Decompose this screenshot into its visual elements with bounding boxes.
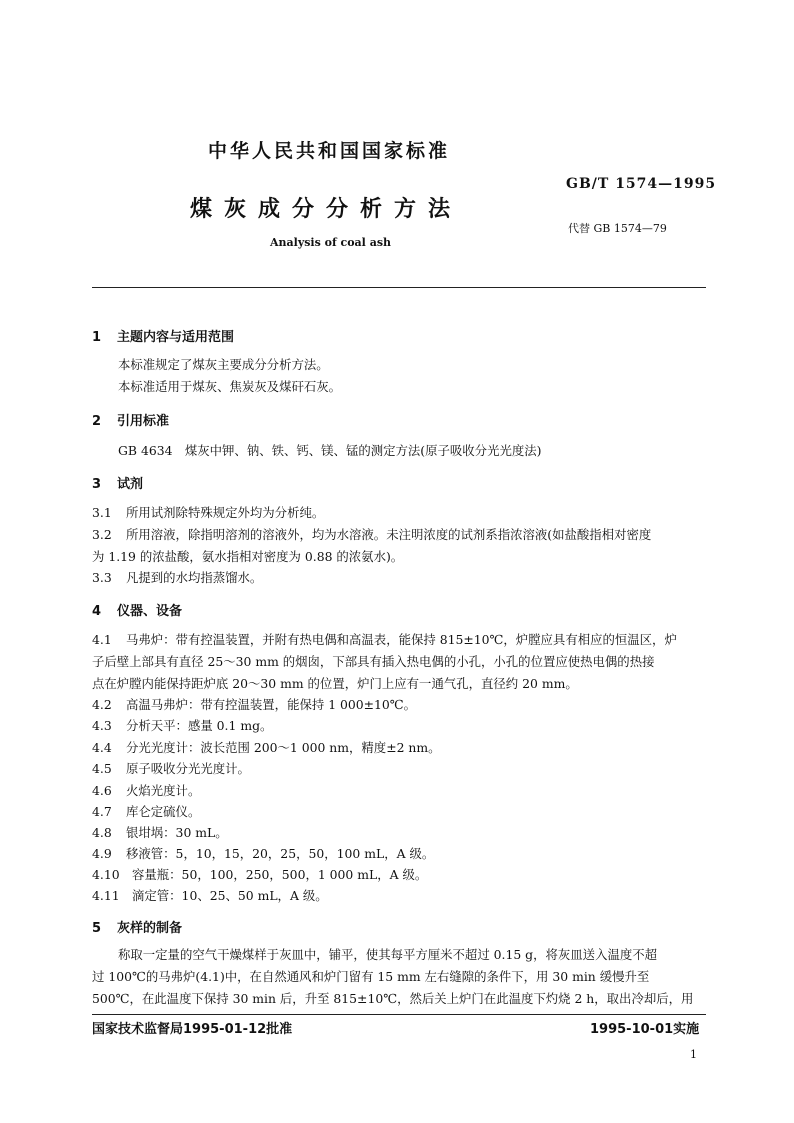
clause-text: 移液管：5，10，15，20，25，50，100 mL，A 级。 xyxy=(126,846,435,861)
clause-number: 4.1 xyxy=(92,632,112,647)
clause-4-10 xyxy=(92,864,427,886)
replaces-standard: 代替 GB 1574—79 xyxy=(568,222,667,235)
section-number: 4 xyxy=(92,604,102,619)
clause-number: 4.8 xyxy=(92,825,112,840)
clause-4-4 xyxy=(92,737,441,759)
clause-text: 分光光度计：波长范围 200～1 000 nm，精度±2 nm。 xyxy=(126,740,441,755)
standard-body-heading: 中华人民共和国国家标准 xyxy=(208,140,451,162)
section-number: 3 xyxy=(92,477,102,492)
section-4-heading xyxy=(92,600,182,619)
clause-text: 银坩埚：30 mL。 xyxy=(126,825,228,840)
clause-number: 4.6 xyxy=(92,783,112,798)
clause-text: 火焰光度计。 xyxy=(126,783,201,798)
clause-3-3 xyxy=(92,567,262,589)
clause-4-8 xyxy=(92,822,228,844)
clause-text: 马弗炉：带有控温装置，并附有热电偶和高温表，能保持 815±10℃，炉膛应具有相应的恒温区，炉 xyxy=(126,632,677,647)
clause-number: 4.10 xyxy=(92,867,120,882)
page-number: 1 xyxy=(690,1048,697,1061)
paragraph-continuation: 500℃，在此温度下保持 30 min 后，升至 815±10℃，然后关上炉门在此温度下灼烧 2 h，取出冷却后，用 xyxy=(92,991,694,1006)
clause-4-5 xyxy=(92,758,250,780)
clause-4-2 xyxy=(92,694,416,716)
clause-text: 库仑定硫仪。 xyxy=(126,804,201,819)
paragraph: 本标准规定了煤灰主要成分分析方法。 xyxy=(118,357,329,372)
section-title: 引用标准 xyxy=(117,414,170,429)
clause-text: 分析天平：感量 0.1 mg。 xyxy=(126,718,273,733)
approval-date: 国家技术监督局1995-01-12批准 xyxy=(92,1022,293,1037)
clause-number: 3.1 xyxy=(92,505,112,520)
clause-4-6 xyxy=(92,780,200,802)
section-number: 5 xyxy=(92,921,102,936)
section-number: 2 xyxy=(92,414,102,429)
section-title: 仪器、设备 xyxy=(117,604,183,619)
clause-number: 3.2 xyxy=(92,527,112,542)
clause-number: 4.2 xyxy=(92,697,112,712)
effective-date: 1995-10-01实施 xyxy=(590,1022,700,1037)
clause-text: 滴定管：10、25、50 mL，A 级。 xyxy=(132,888,328,903)
document-title-cn: 煤灰成分分析方法 xyxy=(190,197,463,222)
clause-4-1-continuation: 子后壁上部具有直径 25～30 mm 的烟囱，下部具有插入热电偶的小孔，小孔的位置应使热电偶的热接 xyxy=(92,654,655,669)
paragraph: 本标准适用于煤灰、焦炭灰及煤矸石灰。 xyxy=(118,379,342,394)
section-1-heading xyxy=(92,326,234,345)
clause-4-7 xyxy=(92,801,200,823)
section-title: 试剂 xyxy=(117,477,144,492)
document-title-en: Analysis of coal ash xyxy=(270,236,392,249)
section-title: 主题内容与适用范围 xyxy=(117,330,235,345)
clause-number: 4.5 xyxy=(92,761,112,776)
section-5-heading xyxy=(92,917,182,936)
clause-number: 4.9 xyxy=(92,846,112,861)
clause-text: 所用溶液，除指明溶剂的溶液外，均为水溶液。未注明浓度的试剂系指浓溶液(如盐酸指相对密度 xyxy=(126,527,652,542)
clause-3-2-continuation: 为 1.19 的浓盐酸，氨水指相对密度为 0.88 的浓氨水)。 xyxy=(92,549,404,564)
section-2-heading xyxy=(92,410,169,429)
clause-text: 容量瓶：50，100，250，500，1 000 mL，A 级。 xyxy=(132,867,428,882)
clause-number: 4.3 xyxy=(92,718,112,733)
referenced-standard: GB 4634 煤灰中钾、钠、铁、钙、镁、锰的测定方法(原子吸收分光光度法) xyxy=(118,443,542,458)
clause-4-3 xyxy=(92,715,272,737)
footer-divider xyxy=(92,1014,706,1015)
clause-number: 3.3 xyxy=(92,570,112,585)
clause-4-1 xyxy=(92,629,677,651)
clause-number: 4.11 xyxy=(92,888,120,903)
clause-text: 高温马弗炉：带有控温装置，能保持 1 000±10℃。 xyxy=(126,697,417,712)
clause-text: 凡提到的水均指蒸馏水。 xyxy=(126,570,263,585)
section-number: 1 xyxy=(92,330,102,345)
clause-text: 原子吸收分光光度计。 xyxy=(126,761,250,776)
clause-4-9 xyxy=(92,843,434,865)
clause-3-1 xyxy=(92,502,324,524)
paragraph: 称取一定量的空气干燥煤样于灰皿中，铺平，使其每平方厘米不超过 0.15 g，将灰皿送入温度不超 xyxy=(118,947,658,962)
clause-3-2 xyxy=(92,524,651,546)
standard-number: GB/T 1574—1995 xyxy=(566,176,717,192)
clause-number: 4.7 xyxy=(92,804,112,819)
paragraph-continuation: 过 100℃的马弗炉(4.1)中，在自然通风和炉门留有 15 mm 左右缝隙的条件下，用 30 min 缓慢升至 xyxy=(92,969,650,984)
clause-text: 所用试剂除特殊规定外均为分析纯。 xyxy=(126,505,325,520)
header-divider xyxy=(92,287,706,288)
section-title: 灰样的制备 xyxy=(117,921,183,936)
clause-number: 4.4 xyxy=(92,740,112,755)
clause-4-11 xyxy=(92,885,328,907)
clause-4-1-continuation: 点在炉膛内能保持距炉底 20～30 mm 的位置，炉门上应有一通气孔，直径约 20 mm。 xyxy=(92,676,578,691)
section-3-heading xyxy=(92,473,143,492)
